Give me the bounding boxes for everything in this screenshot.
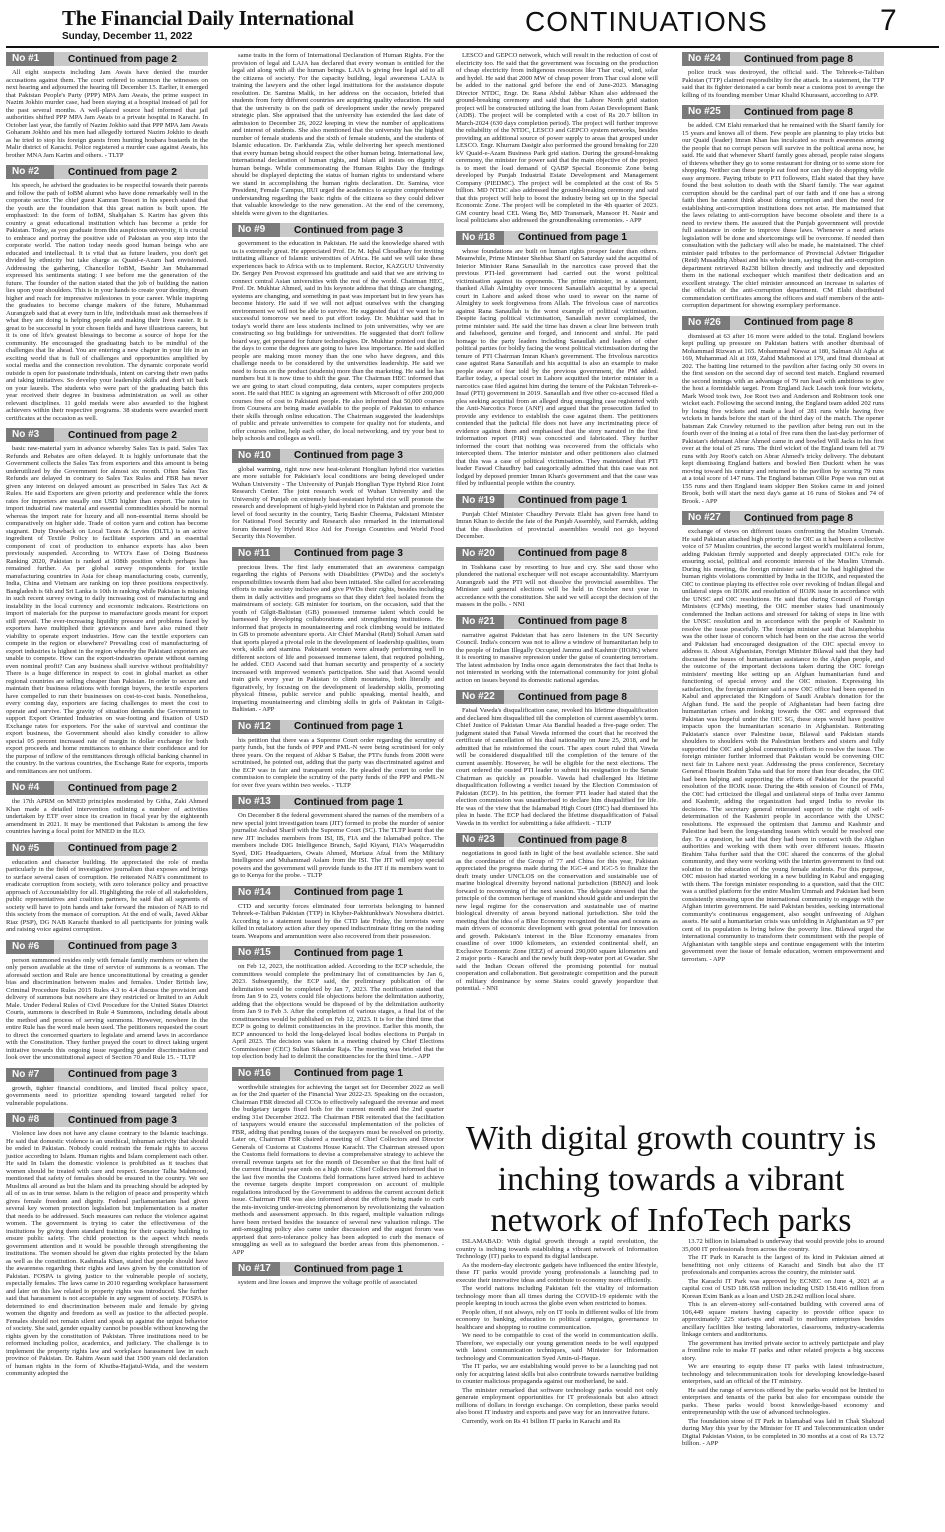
story-paragraph: We need to be compatible to cost of the world in communication skills. Therefore, we especially our young generation needs to be well equipped with latest communication techniques, said Minister for Information technology and Communication Syed Amin-ul-Haque.	[456, 1332, 658, 1362]
continuation-text: be added. CM Elahi remarked that he remained with the Sharif family for 15 years and knows all of them. Few people are planning to play tricks but our Quaid (leader) Imran Khan has inculcated so much awareness among the people that no corrupt person will survive in the political arena now, he said. He said that whenever Sharif family goes abroad, people raise slogans of thieves whether they go to some restaurant for dining or to some store for shopping. Neither can these people eat food nor can they do shopping while easy anymore. Paying tribute to PTI followers, Elahi stated that they have found the best solution to death with the Sharif family. The war against corruption should be the cardinal part of our faith and if one has a strong faith then he cannot think about doing corruption and then the need for establishing anti-corruption institutions does not arise. He maintained that the laws relating to anti-corruption have become obsolete and there is a need to review them. He assured that the Punjab government will provide full assistance in order to improve these laws. Whenever a need arises legislation will be done and shortcomings will be overcome. If needed then consultation with the judiciary will also be made, he maintained. The chief minister paid tributes to the performance of Provincial Adviser Brigadier (Retd) Musaddiq Abbasi and his whole team, saying that the anti-corruption department retrieved Rs238 billion directly and indirectly and deposited them in the national exchequer which manifest their dedication and an excellent strategy. The chief minister announced an increase in salaries of the officials of the anti-corruption department. CM Elahi distributed commendation certificates among the officers and staff members of the anti-corruption department for showing exemplary performance.	[682, 122, 884, 309]
continuation-block	[682, 511, 884, 963]
continuation-text: police truck was destroyed, the official said. The Tehreek-e-Taliban Pakistan (TTP) claimed responsibility for the attack. In a statement, the TTP said that its fighter detonated a car bomb near a customs post to avenge the killing of its founding member Umar Khalid Khurasani, according to AFP.	[682, 69, 884, 99]
continuation-text: the 17th APRM on MNED principles moderated by Githa, Zaki Ahmed Khan made a detailed intervention outlining a number of activities undertaken by ETF over since its creation in fiscal year by the eighteenth amendment in 2021. It may be mentioned that Pakistan is among the few countries having a focal point for MNED in the ILO.	[6, 798, 208, 835]
feature-story-right	[682, 1238, 884, 1528]
story-paragraph: He said the range of services offered by the parks would not be limited to enterprises and tenants of the parks but also for encompass outside the parks. These parks would boost knowledge-based economy and entrepreneurship with the use of advanced technologies.	[682, 1386, 884, 1416]
continued-from-label: Continued from page 2	[68, 843, 177, 854]
continuation-block	[456, 52, 658, 225]
continuation-block	[6, 842, 208, 934]
continuation-header	[232, 886, 444, 900]
story-paragraph: The world nations including Pakistan felt the vitality of information technology more than all times during the COVID-19 epidemic with the people keeping in touch across the globe even when restricted to homes.	[456, 1285, 658, 1307]
continuation-block	[6, 165, 208, 422]
continuation-number: No #7	[6, 1068, 54, 1082]
story-paragraph: The minister remarked that software technology parks would not only generate employment opportunities for IT professionals but also attract millions of dollars in foreign exchange. On completion, these parks would also boost IT industry and exports and pave way for an innovative future.	[456, 1386, 658, 1416]
continued-from-label: Continued from page 3	[294, 548, 403, 559]
continuation-number: No #5	[6, 842, 54, 856]
story-paragraph: People often, if not always, rely on IT tools in different walks of life from economy to banking, education to political campaigns, governance to healthcare and shopping to routine communication.	[456, 1308, 658, 1331]
issue-date: Sunday, December 11, 2022	[62, 31, 193, 42]
continuation-block	[232, 886, 444, 941]
continued-from-label: Continued from page 2	[68, 782, 177, 794]
continuation-text: precious lives. The first lady enumerated that an awareness campaign regarding the rights of Persons with Disabilities (PWDs) and the society's responsibilities towards them had also been initiated. She called for accelerating efforts to make society inclusive and give PWDs their rights, besides including them in daily activities and programs so that they didn't feel isolated from the mainstream of society. GB minister for tourism, on the occasion, said that the youth of Gilgit-Baltistan (GB) possessed immense talent which could be harnessed by developing collaborations and strengthening institutions. He informed that projects in mountaineering and rock climbing would be initiated in GB to promote adventure sports. Air Chief Marshal (Retd) Sohail Aman said that sports played a pivotal role in the development of leadership qualities, team work, skills and stamina. Pakistani women were already performing well in different sectors of life and possessed immense talent, that required polishing, he added. CEO Ascend said that human security and prosperity of a society increased with improved women's participation. She said that Ascend would train girls every year in Pakistan to climb mountains, both literally and figuratively, by focusing on the development of leadership skills, promoting physical fitness, public service and public speaking, mental health, and imparting mountaineering and climbing skills in girls of Pakistan in Gilgit-Baltistan. - APP	[232, 563, 444, 713]
continuation-number: No #11	[232, 547, 280, 561]
continuation-number: No #24	[682, 52, 730, 66]
story-paragraph: 13.72 billion in Islamabad is underway that would provide jobs to around 35,000 IT professionals from across the country.	[682, 1238, 884, 1253]
continuation-text: basic raw-material yarn in advance whereby Sales Tax is paid. Sales Tax Refunds and Rebates are often delayed. It is highly unfortunate that the Government collects the Sales Tax from exporters and this amount is being underutilized by the Government for almost six month. Often Sales Tax Refunds are delayed in contrary to Sales Tax Rules and FBR has never given any interest on delayed amount as prescribed in Sales Tax Act & Rules. He said Exporters are given priority and preference while the forex rates for importers are usually one USD higher than export. The rates to import industrial raw material and essential commodities should be normal whereas the import rate for luxury and all non-essential items should be comparatively on higher side. Trade of cotton yarn and cotton has become stagnant. Duty Drawback on Local Taxes & Levies (DLTL) is an active ingredient of Textile Policy to facilitate exporters and an essential component of cost of production to enhance exports has also been previously suspended. According to WTO's Ease of Doing Business Ranking 2020, Pakistan is ranked at 108th position which perhaps has remained further. As per global survey respondents for textile manufacturing countries in Asia for cheap manufacturing costs, currently, India, China and Vietnam are ranking on top three positions respectively. Bangladesh is 6th and Sri Lanka is 10th in ranking while Pakistan is missing in such recent survey owing to daily increasing cost of manufacturing and instability in the local currency and economic indicators. Restrictions on import of materials for the purpose to manufacture goods meant for export still prevail. The ever-increasing liquidity pressure and problems faced by exporters have multiplied their grievances and have also ruined their viability to operate export industries. How can the textile exporters can compete in the region or elsewhere? Prevailing cost of manufacturing of export industries is highest in the region whereby the Pakistani exporters are unable to compete. How can the export-industries operate without earning even nominal profit? Can any business shall survive without profitability? There is a huge difference in respect to cost in global market as other regional countries are selling cheaper than Pakistan. In order to secure and maintain their business relations with foreign buyers, the textile exporters have compelled to run their businesses on cost-to-cost basis. Nonetheless, every coming day, exporters are facing challenges to meet the cost to operate and survive. The gravity of situation demands the Government to support Export Oriented Industries on war-footing and fixation of USD Exchange rates for exporters. For the sake of survival and continue the export business, the Government should also kindly consider to allow special 05 percent increased rate of margin in dollar exchange for both export proceeds and home remittances to enhance their confidence and for the purpose of inflow of the remittances through official banking channel in the country. In the various countries, the Exchange Rate for exports, imports and remittances are not uniform.	[6, 445, 209, 775]
continuation-block	[232, 52, 444, 217]
continued-from-label: Continued from page 3	[68, 1069, 177, 1080]
continuation-number: No #23	[456, 833, 504, 847]
continuation-text: same traits in the form of International Declaration of Human Rights. For the provision of legal aid LAJA has declared that every woman is entitled for the legal aid along with all the human beings. LAJA is giving free legal aid to all the citizens of society. For the capacity building, legal awareness LAJA is training the lawyers and the other legal institutions for the assistance dispute resolution. Dr. Samina Malik, in her address on the occasion, briefed that students from forty different countries are acquiring quality education. He said that the university is on the path of development under the newly prepared strategic plan. She appraised that the university has extended the last date of admission to December 26, 2022 keeping in view the number of applications and interest of students. She also mentioned that the university has the highest number of female students and the sixth of female students, and the students of Islamic education. Dr. Farkhanda Zia, while delivering her speech mentioned that every human being should respect the other human being. International law, international declaration of human rights, and Islam all insists on dignity of human beings. While commemorating the Human Rights Day the findings should be displayed depicting the status of human rights to understand where we stand in accomplishing the human rights declaration. Dr. Samina, vice President, Female Campus, IIUI urged the academics to acquire comprehensive understanding regarding the basic rights of the citizens so they could deliver that valuable knowledge to the new generation. At the end of the ceremony, shields were given to the dignitaries.	[232, 52, 444, 217]
continuation-header	[6, 842, 208, 856]
story-paragraph: We are ensuring to equip these IT parks with latest infrastructure, technology and telecommunication tools for developing knowledge-based enterprises, said an official of the IT ministry.	[682, 1363, 884, 1385]
continuation-text: negotiations in good faith in light of the best available science. She said as the coordinator of the Group of 77 and China for this year, Pakistan appreciated the progress made during the IGC-4 and IGC-5 to finalize the draft treaty under UNCLOS on the conservation and sustainable use of marine biological diversity beyond national jurisdiction (BBNJ) and look forward to reconvening of the next session. The delegate stressed that the principle of the common heritage of mankind should guide and underpin the new legal regime for the conservation and sustainable use of marine biological diversity of areas beyond national jurisdiction. She told the meeting that the idea of a Blue Economy recognized the seas and oceans as main drivers of economic development with great potential for innovation and growth. Pakistan's interest in the Blue Economy emanates from coastline of over 1000 kilometers, an extended continental shelf, an Exclusive Economic Zone (EEZ) of around 290,000 square kilometers and 2 major ports - Karachi and the newly built deep-water port at Gwadar. She said the Indian Ocean offered the promising potential for mutual cooperation and collaboration. But geostrategic competition and the pursuit of military dominance by some States could gravely jeopardize that potential. - NNI	[456, 850, 658, 992]
continuation-header	[682, 105, 884, 119]
continuation-text: on Feb 12, 2023, the notification added. According to the ECP schedule, the committees would complete the preliminary list of constituencies by Jan 6, 2023. Subsequently, the ECP said, the preliminary publication of the delimitation would be completed by Jan 7, 2023. The notification stated that from Jan 9 to 23, voters could file objections before the delimitation authority, adding that the objections would be disposed of by the delimitation authority from Jan 9 to Feb 3. After the completion of various stages, a final list of the constituencies would be published on Feb 12, 2023. It is for the third time that ECP is going to delimit constituencies in the province. Earlier this month, the ECP announced to hold the long-delayed local bodies elections in Punjab in April 2023. The decision was taken in a meeting chaired by Chief Elections Commissioner (CEC) Sultan Sikandar Raja. The meeting was briefed that the top election body had to delimit the constituencies for the third time. - APP	[232, 963, 444, 1060]
continued-from-label: Continued from page 3	[68, 1114, 177, 1126]
continuation-header	[456, 494, 658, 508]
story-paragraph: The foundation stone of IT Park in Islamabad was laid in Chak Shahzad during May this year by the Minister for IT and Telecommunication under Digital Pakistan Vision, to be completed in 30 months at a cost of Rs 13.72 billion. - APP	[682, 1417, 884, 1447]
continuation-header	[232, 795, 444, 809]
continuation-block	[6, 52, 208, 159]
continued-from-label: Continued from page 1	[294, 796, 403, 808]
continuation-block	[232, 223, 444, 443]
continuation-header	[456, 547, 658, 561]
continued-from-label: Continued from page 1	[518, 232, 627, 243]
continuation-block	[456, 690, 658, 827]
story-paragraph: The Karachi IT Park was approved by ECNEC on June 4, 2021 at a capital cost of USD 186.658 million including USD 158.416 million from Korean Exim Bank as a loan and USD 28.242 million local share.	[682, 1277, 884, 1300]
continued-from-label: Continued from page 2	[68, 166, 177, 178]
continuation-text: person summoned resides only with female family members or when the only person available at the time of service of summons is a woman. The aforesaid section and Rule are hence unconstitutional by creating a gender bias and discrimination between males and females. Under British law, Criminal Procedure Rules 2015 Rules 4.3 to 4.4 discuss the provision and delivery of summons but nowhere are they restricted or limited to an Adult Male. Under Federal Rules of Civil Procedure for the United States District Courts, summons is described in Rule 4 Summons, including details about the method and process of serving summons. However, nowhere in the entire Rule has the word male been used. The petitioners requested the court to direct the concerned quarters to legislate and amend laws in accordance with the Constitution. They further prayed the court to direct taking urgent initiative towards this ongoing issue regarding gender discrimination and look over the unconstitutional aspect of Section 70 and Rule 15. - TLTP	[6, 956, 208, 1061]
continuation-number: No #1	[6, 52, 54, 66]
continuation-block	[456, 833, 658, 993]
continuation-block	[456, 494, 658, 541]
continuation-number: No #2	[6, 165, 54, 179]
continuation-block	[6, 428, 208, 775]
continuation-header	[6, 52, 208, 66]
continuation-text: system and line losses and improve the voltage profile of associated	[238, 1279, 418, 1286]
continuation-number: No #18	[456, 231, 504, 245]
continuation-number: No #14	[232, 886, 280, 900]
continuation-number: No #22	[456, 690, 504, 704]
continuation-text: in Toshkana case by resorting to hue and cry. She said those who plundered the national exchequer will not escape accountability. Marriyum Aurangzeb said the PTI will not dissolve the provincial assemblies. The Minister said general elections will be held in October next year in accordance with the constitution. She said we will accept the decision of the masses in the polls. - NNI	[456, 563, 658, 608]
continued-from-label: Continued from page 1	[518, 495, 627, 506]
continuation-text: All eight suspects including Jam Awais have denied the murder accusations against them. The court ordered to summon the witnesses on next hearing and adjourned the hearing till December 15. Earlier, it emerged that Pakistan People's Party (PPP) MPA Jam Awais, the prime suspect in Nazim Jokhio murder case, had been staying at a hospital instead of jail for the past several months. A well-placed source had informed that jail authorities shifted PPP MPA Jam Awais to a private hospital in Karachi. In October last year, the family of Nazim Jokhio said that PPP MPA Jam Awais Goharam Jokhio and his men had allegedly tortured Nazim Jokhio to death as he tried to stop his foreign guests from hunting houbara bustards in the Malir district of Karachi. Police registered a murder case against Awais, his brother MNA Jam Karim and others. - TLTP	[6, 69, 208, 159]
continued-from-label: Continued from page 8	[518, 834, 627, 846]
continuation-text: narrative against Pakistan that has zero listeners in the UN Security Council. India's concern was not to allow a window of humanitarian help to the people of Indian Illegally Occupied Jammu and Kashmir (IIOJK) where it is resorting to massive repression under the guise of countering terrorism. The latest admission by India once again demonstrates the fact that India is not interested in working with the international community for joint global action on issues beyond its domestic national agendas.	[456, 631, 658, 684]
continuation-header	[6, 1068, 208, 1082]
continued-from-label: Continued from page 1	[294, 947, 403, 959]
continuation-header	[232, 1067, 444, 1081]
feature-story-left	[456, 1238, 658, 1528]
story-paragraph: This is an eleven-storey self-contained building with covered area of 106,449 square meters having capacity to provide office space to approximately 225 start-ups and small to medium enterprises besides ancillary facilities like testing laboratories, classrooms, industry-academia linkage centers and auditoriums.	[682, 1301, 884, 1338]
continued-from-label: Continued from page 8	[744, 512, 853, 524]
continued-from-label: Continued from page 1	[294, 721, 403, 732]
continuation-text: Faisal Vawda's disqualification case, revoked his lifetime disqualification and declared him disqualified till the completion of current assembly's term. Chief Justice of Pakistan Umar Ata Bandial headed a five-page order. The judgment stated that Faisal Vawda informed the court that he received the certificate of cancellation of his dual nationality on June 25, 2018, and he admitted that he misinformed the court. The apex court ruled that Vawda will be considered disqualified till the completion of the tenure of the current assembly. However, he will be eligible for the next elections. The court ordered the ousted PTI leader to submit his resignation to the Senate Chairman as quickly as possible. Vawda had challenged his lifetime disqualification following a verdict issued by the Election Commission of Pakistan (ECP). In his petition, the former PTI leader had stated that the election commission was unauthorised to declare him disqualified for life. He was of the view that the Islamabad High Court (IHC) had dismissed his plea in haste. The ECP had declared the lifetime disqualification of Faisal Vawda in its verdict for submitting a fake affidavit. - TLTP	[456, 707, 658, 827]
continuation-text: his petition that there was a Supreme Court order regarding the scrutiny of party funds, but the funds of PPP and PML-N were being scrutinised for only three years. On the request of Akbar S Babar, the PTI's funds from 2008 were scrutinised, he pointed out, adding that the party was discriminated against and the ECP was in fair and transparent role. He pleaded the court to order the commission to complete the scrutiny of the party funds of the PPP and PML-N for over five years within two weeks. - TLTP	[232, 736, 444, 789]
continued-from-label: Continued from page 1	[294, 1263, 403, 1275]
continued-from-label: Continued from page 1	[294, 887, 403, 898]
continued-from-label: Continued from page 8	[518, 548, 627, 559]
continuation-block	[232, 547, 444, 714]
continued-from-label: Continued from page 3	[68, 941, 177, 952]
continuation-block	[232, 795, 444, 880]
continuation-header	[682, 316, 884, 330]
continuation-number: No #19	[456, 494, 504, 508]
continuation-block	[456, 615, 658, 685]
continuation-header	[456, 833, 658, 847]
feature-headline: With digital growth country is inching towards a vibrant network of InfoTech parks	[465, 1120, 877, 1239]
continued-from-label: Continued from page 8	[518, 691, 627, 703]
continuation-block	[6, 940, 208, 1062]
continuation-number: No #8	[6, 1113, 54, 1127]
continuation-block	[682, 52, 884, 99]
continuation-text: LESCO and GEPCO network, which will result in the reduction of cost of electricity too. He said that the government was focusing on the production of cheap electricity from indigenous resources like Thar coal, wind, solar and hydel. He said that 2000 MW of cheap power from Thar coal alone will be added to the national grid before the end of June-2023. Managing Director NTDC, Engr. Dr. Rana Abdul Jabbar Khan also addressed the ground-breaking ceremony and said that the Lahore North grid station project will be constructed utilizing the loan from Asian Development Bank (ADB). The project will be completed with a cost of Rs 20.7 billion in March-2024 (630 days completion period). The project will further improve the reliability of the NTDC, LESCO and GEPCO system networks, besides providing an additional source of power supply to areas that grouped under LESCO. Engr. Khurram Dastgir also performed the ground breaking for 220 kV Quaid-e-Azam Business Park grid station. During the ground-breaking ceremony, the minister for power said that the main objective of the project is to meet the load demand of QABP Special Economic Zone being developed by Punjab Industrial Estate Development and Management Company (PIEDMC). The project will be completed at the cost of Rs 5 billion. MD NTDC also addressed the ground-breaking ceremony and said that this project will help to boost the industry being set up in the Special Economic Zone. The project will be completed in the 4th quarter of 2023. GM country head CEL Wang Bo, MD Transmark, Mansoor H. Nasir and local politicians also addressed the groundbreaking ceremonies. - APP	[456, 52, 658, 224]
continuation-header	[232, 547, 444, 561]
story-paragraph: Currently, work on Rs 41 billion IT parks in Karachi and Rs	[462, 1417, 621, 1425]
continuation-header	[232, 449, 444, 463]
continued-from-label: Continued from page 8	[744, 317, 853, 328]
continuation-number: No #12	[232, 720, 280, 734]
continuation-header	[232, 223, 444, 237]
continued-from-label: Continued from page 1	[294, 1068, 403, 1079]
continued-from-label: Continued from page 8	[744, 53, 853, 65]
continuation-number: No #6	[6, 940, 54, 954]
continuation-header	[232, 946, 444, 960]
continuation-text: education and character building. He appreciated the role of media particularly in the field of investigative journalism that exposes and brings to surface several cases of corruption. He reiterated NAB's commitment to eradicate corruption from society, with zero tolerance policy and proactive approach of Accountability for all. Highlighting the role of all stakeholders, public representatives and coalition partners, he said that all segments of society will have to join hands and take forward the mission of NAB to rid this society from the menace of corruption. At the end of walk, Javed Akbar Riaz (PSP), DG NAB Karachi thanked to all participants for joining walk and raising voice against corruption.	[6, 858, 208, 933]
newspaper-name: The Financial Daily International	[62, 6, 354, 30]
continuation-header	[6, 165, 208, 179]
continuation-block	[682, 316, 884, 506]
continuation-text: Punjab Chief Minister Chaudhry Pervaiz Elahi has given free hand to Imran Khan to decide the fate of the Punjab Assembly, said Farrukh, adding that the dissolution of provincial assemblies would not go beyond December.	[456, 510, 658, 540]
continuation-header	[6, 940, 208, 954]
story-paragraph: The government has invited private sector to actively participate and play a frontline role to make IT parks and other related projects a big success story.	[682, 1339, 884, 1362]
column-4	[682, 52, 884, 1100]
continuation-block	[232, 1262, 444, 1287]
continuation-text: his speech, he advised the graduates to be respectful towards their parents and follow the path of IoBM alumni who have done remarkably well in the corporate sector. The chief guest Kamran Tessori in his speech stated that the youth are the foundation that this great nation is built upon. He emphasized: In the form of IoBM, Shahjahan S. Karim has given this country a great educational institution which has become a pride for Pakistan. Today, as you graduate from this auspicious university, it is crucial to embrace and portray the positive side of Pakistan as you step into the corporate world. The nation today needs good human beings who are educated and intellectual. It is vital that as future leaders, you don't get divided by ethnicity but take charge as Quaid-e-Azam had envisioned. Addressing the gathering, Chancellor IoBM, Bashir Jan Muhammad expressed his sentiments stating: I see before me the generation of the future. The founder of the nation stated that the job of building the nation lies upon your shoulders. This is in your hands to create your destiny, dream higher and reach for impressive milestones in your career. While inspiring the graduates to become change makers of the future, Muhammad Aurangzeb said that at every turn in life, individuals must ask themselves if what they are doing is helping people and making their lives easier. It is great to be successful in your chosen fields and have illustrious careers, but it is one of life's greatest blessings to become a source of hope for the community. He encouraged the graduating batch to be mindful of the challenges that lie ahead. You are entering a new chapter in your life in an exciting world that is full of challenges and opportunities amplified by social media and the connection revolution. The dynamic corporate world outside is open for passionate individuals, intent on carving their own paths and taking initiatives. So develop your leadership skills and don't sit back on your laurels. The students who were part of the graduating batch this year received their degree in business administration as well as other relevant disciplines. 11 gold medals were also awarded to the highest achievers within their respective programs. 38 students were awarded merit certificates at the occasion as well.	[6, 182, 208, 422]
continuation-text: government to the education in Pakistan. He said the knowledge shared with us is extremely great. He appreciated Prof. Dr. M. Iqbal Choudhary for inviting initiating alliance of Islamic universities of Africa. He said we will take these experiences back to Africa with us to implement. Rector, KAZGUU University Dr. Sergey Pen Provost expressed his gratitude and said that we are striving to connect central Asian universities with the rest of the world. Chairman HEC, Prof. Dr. Mukhtar Ahmed, said in his keynote address that things are changing, systems are changing, and something in past was important but in few years has become history. He said if we will not adjust ourselves with the changing environment we will not be able to survive. He suggested that if we want to be successful tomorrow we need to put effort today. Dr. Mukhtar said that in today's world there are less students inclined to join universities, why we are constructing so big buildings for universities. He suggested that don't follow board way, get prepared for future technologies. Dr. Mukhtar pointed out that in the days to come the degrees are going to have less importance. He said skilled people are making more money than the one who have degrees, and this challenge needs to be considered by the universities leadership. He said we need to focus on the product (students) more than the marketing. He said he has numbers but it is now time to shift the gear. The Chairman HEC informed that we are going to start cloud computing, data centers, super computers projects soon. He said that HEC is signing an agreement with Microsoft of offer 200,000 courses free of cost to Pakistani people. He also informed that 50,000 courses from Coursera are being made available to the people of Pakistan to enhance their skills through online education. The Chairman suggested the leaderships of public and private universities to compete for quality not for students, and offer courses online, help each other, do local networking, and try your best to help schools and colleges as well.	[232, 240, 444, 442]
continuation-number: No #26	[682, 316, 730, 330]
continuation-number: No #13	[232, 795, 280, 809]
continuation-text: whose foundations are built on human rights prosper faster than others. Meanwhile, Prime Minister Shehbaz Sharif on Saturday said the acquittal of Interior Minister Rana Sanaullah in the narcotics case proved that the previous PTI-led government had carried out the worst political victimisation against its opponents. The prime minister, in a statement, thanked Allah Almighty over innocent Sanaullah's acquittal by a special court in Lahore and asked those who used to swear on the name of Almighty to seek forgiveness from Allah. The frivolous case of narcotics against Rana Sanaullah is the worst example of political victimisation. Despite facing political victimisation, Sanaullah never complained, the prime minister said. He said the time has drawn a clear line between truth and falsehood, genuine and forged, and innocent and sinful. He paid homage to the party leaders including Sanaullah and leaders of other political parties for boldly facing the worst political victimisation during the tenure of PTI Chairman Imran Khan's government. The frivolous narcotics case against Rana Sanaullah and his acquittal is also an example to make people aware of fear told by the previous government, the PM added. Earlier today, a special court in Lahore acquitted the interior minister in a narcotics case filed against him during the tenure of the Pakistan Tehreek-e-Insaf (PTI) government in 2019. Sanaullah and five other co-accused filed a plea seeking acquittal from an alleged drug smuggling case registered with the Anti-Narcotics Force (ANF) and argued that the prosecution failed to provide any evidence to establish the case against them. The petitioners contended that the judicial file does not have any incriminating piece of evidence against them and emphasised that the story narrated in the first information report (FIR) was concocted and fabricated. They further informed the court that nothing was recovered from the officials who intercepted them. The interior minister and other petitioners also claimed that this was a case of political victimisation. They maintained that PTI leader Fawad Chaudhry had categorically admitted that this case was not lodged by deposed premier Imran Khan's government and that the case was filed by influential people within the country.	[456, 247, 658, 487]
continued-from-label: Continued from page 2	[68, 429, 177, 441]
continuation-number: No #17	[232, 1262, 280, 1276]
continuation-text: global warming, right now new heat-tolerant Honglian hybrid rice varieties are more suitable for Pakistan's local conditions are being developed under Wuhan University - The University of Punjab Honglian Type Hybrid Rice Joint Research Center. The joint research work of Wuhan University and the University of Punjab on extremely heat-resistant hybrid rice will promote the research and development of high-yield hybrid rice in Pakistan and promote the level of food security in the country, Tariq Bashir Cheema, Pakistani Minister for National Food Security and Research also remarked in the international forum themed by Hybrid Rice Aid for Foreign Countries and World Food Security this November.	[232, 465, 444, 540]
continuation-number: No #20	[456, 547, 504, 561]
story-paragraph: The IT Park in Karachi is the largest of its kind in Pakistan aimed at benefitting not only citizens of Karachi and Sindh but also the IT professionals and companies across the country, the minister said.	[682, 1254, 884, 1276]
continuation-block	[456, 547, 658, 609]
continuation-block	[232, 720, 444, 790]
column-3	[456, 52, 658, 992]
continuation-block	[6, 781, 208, 836]
continuation-header	[682, 511, 884, 525]
continuation-text: worthwhile strategies for achieving the target set for December 2022 as well as for the 2nd quarter of the Financial Year 2022-23. Speaking on the occasion, Chairman FBR directed all CCOs to effectively safeguard the revenue and meet the budgetary targets fixed both for the current month and the 2nd quarter ending 31st December 2022. The Chairman FBR reiterated that the facilitation of taxpayers would ensure the successful implementation of the policies of FBR, adding that pending issues of the taxpayers must be resolved on priority. Later on, Chairman FBR chaired a meeting of Chief Collectors and Director Generals of Customs at Customs House Karachi. The Chairman stressed upon the Customs field formations to devise a comprehensive strategy to achieve the overall revenue targets set for the month of December so that the first half of the current financial year ends on a high note. Chief Collectors informed that in the last five months the Customs field formations have strived hard to achieve the revenue targets despite import compression on account of multiple regulations introduced by the Government to address the current account deficit issue. Chairman FBR was also informed about the efforts being made to curb the mis-invoicing under-invoicing phenomenon by revolutionizing the valuation methods and assessment approach. In this regard, multiple valuation rulings have been revised besides the issuance of several new valuation rulings. The anti-smuggling policy also came under discussion and the august forum was apprised that zero-tolerance policy has been adopted to curb the menace of smuggling as well as to safeguard the border areas from this phenomenon. - APP	[232, 1083, 444, 1256]
continuation-header	[6, 428, 208, 442]
continuation-text: CTD and security forces eliminated four terrorists belonging to banned Tehreek-e-Taliban Pakistan (TTP) in Khyber-Pakhtunkhwa's Nowshera district. According to a statement issued by the CTD late Friday, the terrorists were killed in retaliatory action after they opened indiscriminate firing on the raiding team. Weapons and ammunition were also recovered from their possession.	[232, 902, 444, 940]
continuation-header	[456, 690, 658, 704]
continued-from-label: Continued from page 8	[518, 616, 627, 627]
continuation-block	[456, 231, 658, 488]
continued-from-label: Continued from page 2	[68, 53, 177, 65]
continuation-number: No #21	[456, 615, 504, 629]
continuation-header	[232, 1262, 444, 1276]
column-2	[232, 52, 444, 1528]
continuation-number: No #3	[6, 428, 54, 442]
story-paragraph: As the modern-day electronic gadgets have influenced the entire lifestyle, these IT parks would provide young professionals a launching pad to execute their innovative ideas and contribute to economy more efficiently.	[456, 1261, 658, 1284]
section-title: CONTINUATIONS	[525, 6, 768, 37]
story-paragraph: The IT parks, we are establishing would prove to be a launching pad not only for acquiring latest skills but also contribute towards narrative building to counter malicious propaganda against our motherland, he said.	[456, 1363, 658, 1385]
continuation-block	[232, 449, 444, 541]
continuation-number: No #10	[232, 449, 280, 463]
continuation-number: No #15	[232, 946, 280, 960]
continuation-text: Violence law does not have any clause contrary to the Islamic teachings. He said that domestic violence is an unethical, inhuman activity that should be ended in Pakistan. Nobody could restrain the female rights to access justice according to Islam. Human rights and Islam complement each other. He said In Islam the domestic violence is prohibited as it teaches that women should be treated with care and respect. Senator Talha Mahmood, mentioned that safety of females should be ensured in the country. We see Muslims all around as but the Islam and its preaching should be adopted by all of us as in true sense. Islam is the religion of peace and prosperity which gives female freedom and dignity. Federal parliamentarians had given several key women protection legislation but implementation is a matter that needs to be addressed. Such measures can reduce the violence against women. The government is trying to cater the effectiveness of the institutions by giving them standard training for their capacity building to ensure public safety. The child protection is the aspect which needs government attention and it would be possible through strengthening the institutions. The women should be given due rights protected by the Islam as well as the constitution. Kashmala Khan, stated that people should have the awareness regarding their rights and laws given by the constitution of Pakistan. FOSPA is giving justice to the vulnerable people of society, especially females. The laws came in 2010 regarding workplace harassment and later on this law related to property rights was introduced. She further said that harassment is not acceptable in any segment of society. FOSPA is determined to end discrimination between male and female by giving women the dignity and freedom as well as justice to the affected people. Females should not remain silent and speak up against the unjust behavior of society. She said, gender equality cannot be possible without knowing the rights given by the constitution of Pakistan. Three institutions need to be reformed including police, academics, and judiciary. The challenge is to implement the property rights law and workplace harassment law in each province of Pakistan. Dr. Rahim Awan said that 1500 years old declaration of human rights in the form of Khutba-Hajjatul-Wida, and the western community adopted the	[6, 1130, 208, 1377]
continued-from-label: Continued from page 3	[294, 450, 403, 461]
page-number: 7	[880, 4, 897, 37]
continuation-number: No #9	[232, 223, 280, 237]
continuation-header	[456, 615, 658, 629]
continuation-text: growth, tighter financial conditions, and limited fiscal policy space, governments need to prioritize spending toward targeted relief for vulnerable populations.	[6, 1084, 208, 1107]
continuation-number: No #16	[232, 1067, 280, 1081]
continuation-block	[6, 1068, 208, 1108]
continued-from-label: Continued from page 8	[744, 106, 853, 118]
column-1	[6, 52, 208, 1528]
continuation-block	[232, 946, 444, 1061]
continuation-number: No #25	[682, 105, 730, 119]
continuation-text: dismissed at 63 after 16 more were added to the total. England bowlers kept pulling up pressure on Pakistan batters with another dismissal of Mohammad Rizwan at 165. Mohammad Nawaz at 180, Salman Ali Agha at 169, Muhammad Ali at 169, Zahid Mahmood at 179, and final dismissal at 202. The batting line returned to the pavilion after facing only 30 overs in the first session on the second day of second test match. England resumed the second innings with an advantage of 79 run lead with ambitions to give the host a formidable target. From England Jack Leach took four wickets, Mark Wood took two, Joe Root two and Anderson and Robinson took one wicket each. Following the second inning, the England team added 202 runs by losing five wickets and made a lead of 281 runs while having five wickets in hands before the start of the third day of the match. The opener batsman Zak Crawley returned to the pavilion after being run out in the fourth over of the inning at a total of five runs then the last-day performer of Pakistan's debutant Abrar Ahmed came in and bowled Will Jacks in his first over at the total of 25 runs. The third wicket of the England team fell at 79 runs with Joy Root's catch on Abrar Ahmed's tricky delivery. The debutant kept dismissing England batters and bowled Ben Duckett when he was moving toward his century and returned to the pavilion by scoring 79 runs at a total score of 147 runs. The England batsman Ollie Pope was run out at 155 runs and then England team skipper Ben Stokes came in and joined Brook, both will start the next day's game at 16 runs of Stokes and 74 of Brook. - APP	[682, 332, 884, 505]
continuation-block	[6, 1113, 208, 1378]
continuation-number: No #27	[682, 511, 730, 525]
masthead	[0, 0, 945, 46]
continuation-block	[682, 105, 884, 310]
continuation-text: exchange of views on different issues confronting the Muslim Ummah. He said Pakistan attached high priority to the OIC as it had been a collective voice of 57 Muslim countries, the second largest world's multilateral forum, adding Pakistan firmly supported and deeply appreciated OIC's role for ensuring social, political and economic interests of the Muslim Ummah. During his meeting, the foreign minister said that he had highlighted the human rights violations committed by India in the IIOJK, and requested the OIC to continue playing its effective role over revoking of Indian illegal and unilateral steps on IIOJK and resolution of IIOJK issue in accordance with the UNSC and OIC resolutions. He said that during Council of Foreign Ministers (CFMs) meeting, the OIC member states had unanimously condemned the Indian actions and stressed for taking of steps in line with the UNSC resolution and in accordance with the people of Kashmir to resolve the issue peacefully. The foreign minister said that Islamophobia was the other issue of concern which had been on the rise across the world and Pakistan had encouraged designation of the OIC special envoy to address it. About Afghanistan, Foreign Minister Bilawal said that they had discussed the issues of humanitarian assistance to the Afghan people, and the outcome of the important decisions taken during the OIC foreign ministers' meeting like setting up an Afghan humanitarian fund and functioning of special envoy and the OIC mission. Expressing his satisfaction, the foreign minister said a new OIC office had been opened in Kabul and appreciated the Kingdom of Saudi Arabia's donation for the Afghan fund. He said the people of Afghanistan had been facing dire humanitarian crises and looking towards the OIC and expressed that Pakistan was hopeful under the OIC SG, these steps would have positive impacts upon the humanitarian scenario in Afghanistan. Reiterating Pakistan's stance over Palestine issue, Bilawal said Pakistan stands shoulders to shoulders with the Palestinian brothers and sisters and fully supported the OIC and global community's efforts to resolve the issue. The foreign minister further informed that Pakistan would be convening OIC next fair in Lahore next year. Addressing the press conference, Secretary General Hissein Brahim Taha said that for more than four decades, the OIC had been helping and supporting the efforts of Pakistan for the peaceful resolution of the IIOJK issue. During the 48th session of Council of FMs, the OIC had criticized the illegal and unilateral steps of India over Jammu and Kashmir, adding the organization had urged India to revoke its decisions. The secretary general reiterated support to the right of self-determination of the Kashmiri people in accordance with the UNSC resolutions. He expressed the optimism that Jammu and Kashmir and Palestine had been the long-standing issues which would be resolved one day. To a question, he said that they had been in contact with the Afghan authorities and working with them with over different issues. Hissein Brahim Taha further said that the OIC shared the concerns of the global community, and they were working with the interim government to find out solution to the education of the young female students. For this purpose, OIC mission had started working in a new building in Kabul and engaging with them. The foreign minister responding to a question, said that the OIC was a unified platform for the entire Muslim Ummah and Pakistan had been consistently stressing upon the international community to engage with the Afghan interim government. He said Pakistan besides, seeking international community's continuous engagement, also sought unfreezing of Afghan assets. He said a humanitarian crisis was unfolding in Afghanistan as 97 per cent of its population is living below the poverty line. Bilawal urged the international community to transform their commitment with the people of Afghanistan with tangible steps and continue engagement with the interim government over the issue of female education, women empowerment and terrorism. - APP	[682, 528, 884, 963]
masthead-rule	[6, 46, 939, 48]
continuation-header	[456, 231, 658, 245]
continued-from-label: Continued from page 3	[294, 224, 403, 236]
continuation-header	[6, 781, 208, 795]
continuation-number: No #4	[6, 781, 54, 795]
continuation-text: On December 8 the federal government shared the names of the members of a new special joint investigation team (JIT) formed to probe the murder of senior journalist Arshad Sharif with the Supreme Court (SC). The TLTP learnt that the new JIT includes members from ISI, IB, FIA and the Islamabad police. The members include DIG Intelligence Branch, Sajid Kiyani, FIA's Waqarruddin Syed, DIG Headquarters, Owais Ahmed, Murtaza Afzal from the Military Intelligence and Muhammad Aslam from the ISI. The JIT will enjoy special powers and the government will provide funds to the JIT if its members want to go to Kenya for the probe. - TLTP	[232, 812, 444, 879]
story-paragraph: ISLAMABAD: With digital growth through a rapid revolution, the country is inching towards establishing a vibrant network of Information Technology (IT) parks to expand its digital landscape.	[456, 1238, 658, 1260]
continuation-header	[232, 720, 444, 734]
continuation-block	[232, 1067, 444, 1257]
continuation-header	[682, 52, 884, 66]
continuation-header	[6, 1113, 208, 1127]
